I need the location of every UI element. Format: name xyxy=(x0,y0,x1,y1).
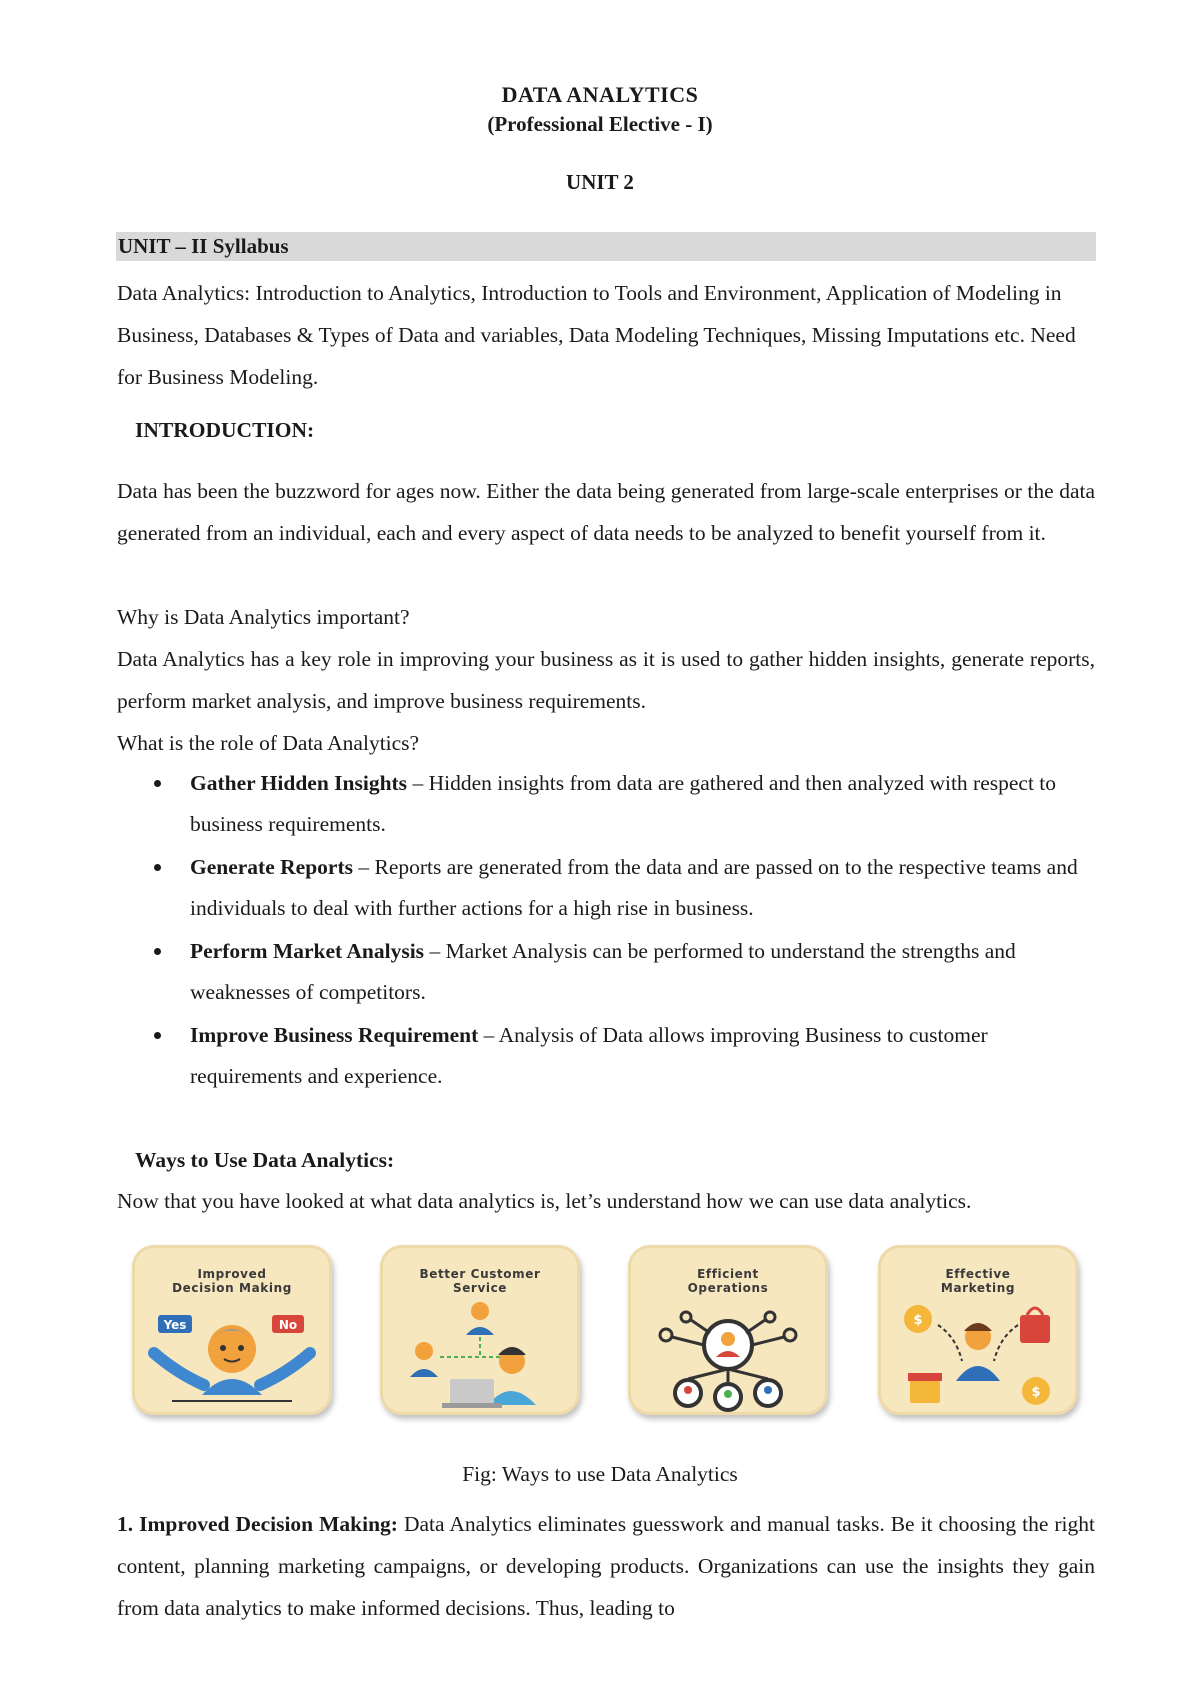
bullet-icon xyxy=(154,948,161,955)
question-role: What is the role of Data Analytics? xyxy=(117,731,420,755)
list-item xyxy=(148,1015,1096,1097)
card-label: Better Customer Service xyxy=(419,1267,541,1295)
question-importance: Why is Data Analytics important? xyxy=(117,605,410,629)
role-term: Improve Business Requirement xyxy=(190,1023,479,1047)
card-label: Efficient Operations xyxy=(687,1267,769,1295)
list-item xyxy=(148,847,1096,929)
card-label: Effective Marketing xyxy=(940,1267,1016,1295)
effective-marketing-card xyxy=(878,1245,1078,1415)
bullet-icon xyxy=(154,864,161,871)
point-number: 1. xyxy=(117,1512,140,1536)
list-item xyxy=(148,931,1096,1013)
svg-text:$: $ xyxy=(1031,1385,1041,1400)
bullet-icon xyxy=(154,1032,161,1039)
bullet-icon xyxy=(154,780,161,787)
decision-making-card xyxy=(132,1245,332,1415)
role-term: Perform Market Analysis xyxy=(190,939,425,963)
marketing-icon xyxy=(878,1245,1078,1415)
efficient-operations-card xyxy=(628,1245,828,1415)
document-title: DATA ANALYTICS xyxy=(501,82,699,107)
roles-list xyxy=(148,763,1096,1099)
introduction-heading: INTRODUCTION: xyxy=(135,418,315,442)
customer-service-icon xyxy=(380,1245,580,1415)
role-desc: – Hidden insights from data are gathered and then analyzed with respect to business requirements. xyxy=(190,771,1057,836)
ways-heading: Ways to Use Data Analytics: xyxy=(135,1148,395,1172)
syllabus-heading: UNIT – II Syllabus xyxy=(116,232,1096,261)
list-item xyxy=(148,763,1096,845)
role-desc: – Reports are generated from the data and are passed on to the respective teams and individuals to deal with further actions for a high rise in business. xyxy=(190,855,1078,920)
svg-text:Yes: Yes xyxy=(163,1318,187,1332)
figure-caption: Fig: Ways to use Data Analytics xyxy=(462,1462,738,1486)
point-improved-decision-making xyxy=(117,1503,1095,1629)
document-subtitle: (Professional Elective - I) xyxy=(487,112,713,136)
operations-network-icon xyxy=(628,1245,828,1415)
decision-maker-icon xyxy=(132,1245,332,1415)
role-term: Generate Reports xyxy=(190,855,353,879)
role-desc: – Analysis of Data allows improving Business to customer requirements and experience. xyxy=(190,1023,988,1088)
customer-service-card xyxy=(380,1245,580,1415)
role-term: Gather Hidden Insights xyxy=(190,771,408,795)
ways-figure xyxy=(132,1245,1078,1420)
card-label: Improved Decision Making xyxy=(172,1267,292,1295)
importance-paragraph: Data Analytics has a key role in improving your business as it is used to gather hidden insights, generate reports, perform market analysis, and improve business requirements. xyxy=(117,647,1095,713)
point-text: Data Analytics eliminates guesswork and manual tasks. Be it choosing the right content, planning marketing campaigns, or developing products. Organizations can use the insights they gain from data analytics to make informed decisions. Thus, leading to xyxy=(117,1512,1095,1620)
syllabus-text: Data Analytics: Introduction to Analytics, Introduction to Tools and Environment, Application of Modeling in Business, Databases & Types of Data and variables, Data Modeling Techniques, Missing Imputations etc. Need for Business Modeling. xyxy=(117,281,1076,389)
role-desc: – Market Analysis can be performed to understand the strengths and weaknesses of competitors. xyxy=(190,939,1016,1004)
ways-intro: Now that you have looked at what data analytics is, let’s understand how we can use data analytics. xyxy=(117,1189,972,1213)
point-term: Improved Decision Making: xyxy=(139,1512,398,1536)
svg-text:No: No xyxy=(278,1318,298,1332)
unit-label: UNIT 2 xyxy=(566,170,634,194)
svg-text:$: $ xyxy=(913,1313,923,1328)
intro-paragraph: Data has been the buzzword for ages now. Either the data being generated from large-scale enterprises or the data generated from an individual, each and every aspect of data needs to be analyzed to benefit yourself from it. xyxy=(117,479,1095,545)
